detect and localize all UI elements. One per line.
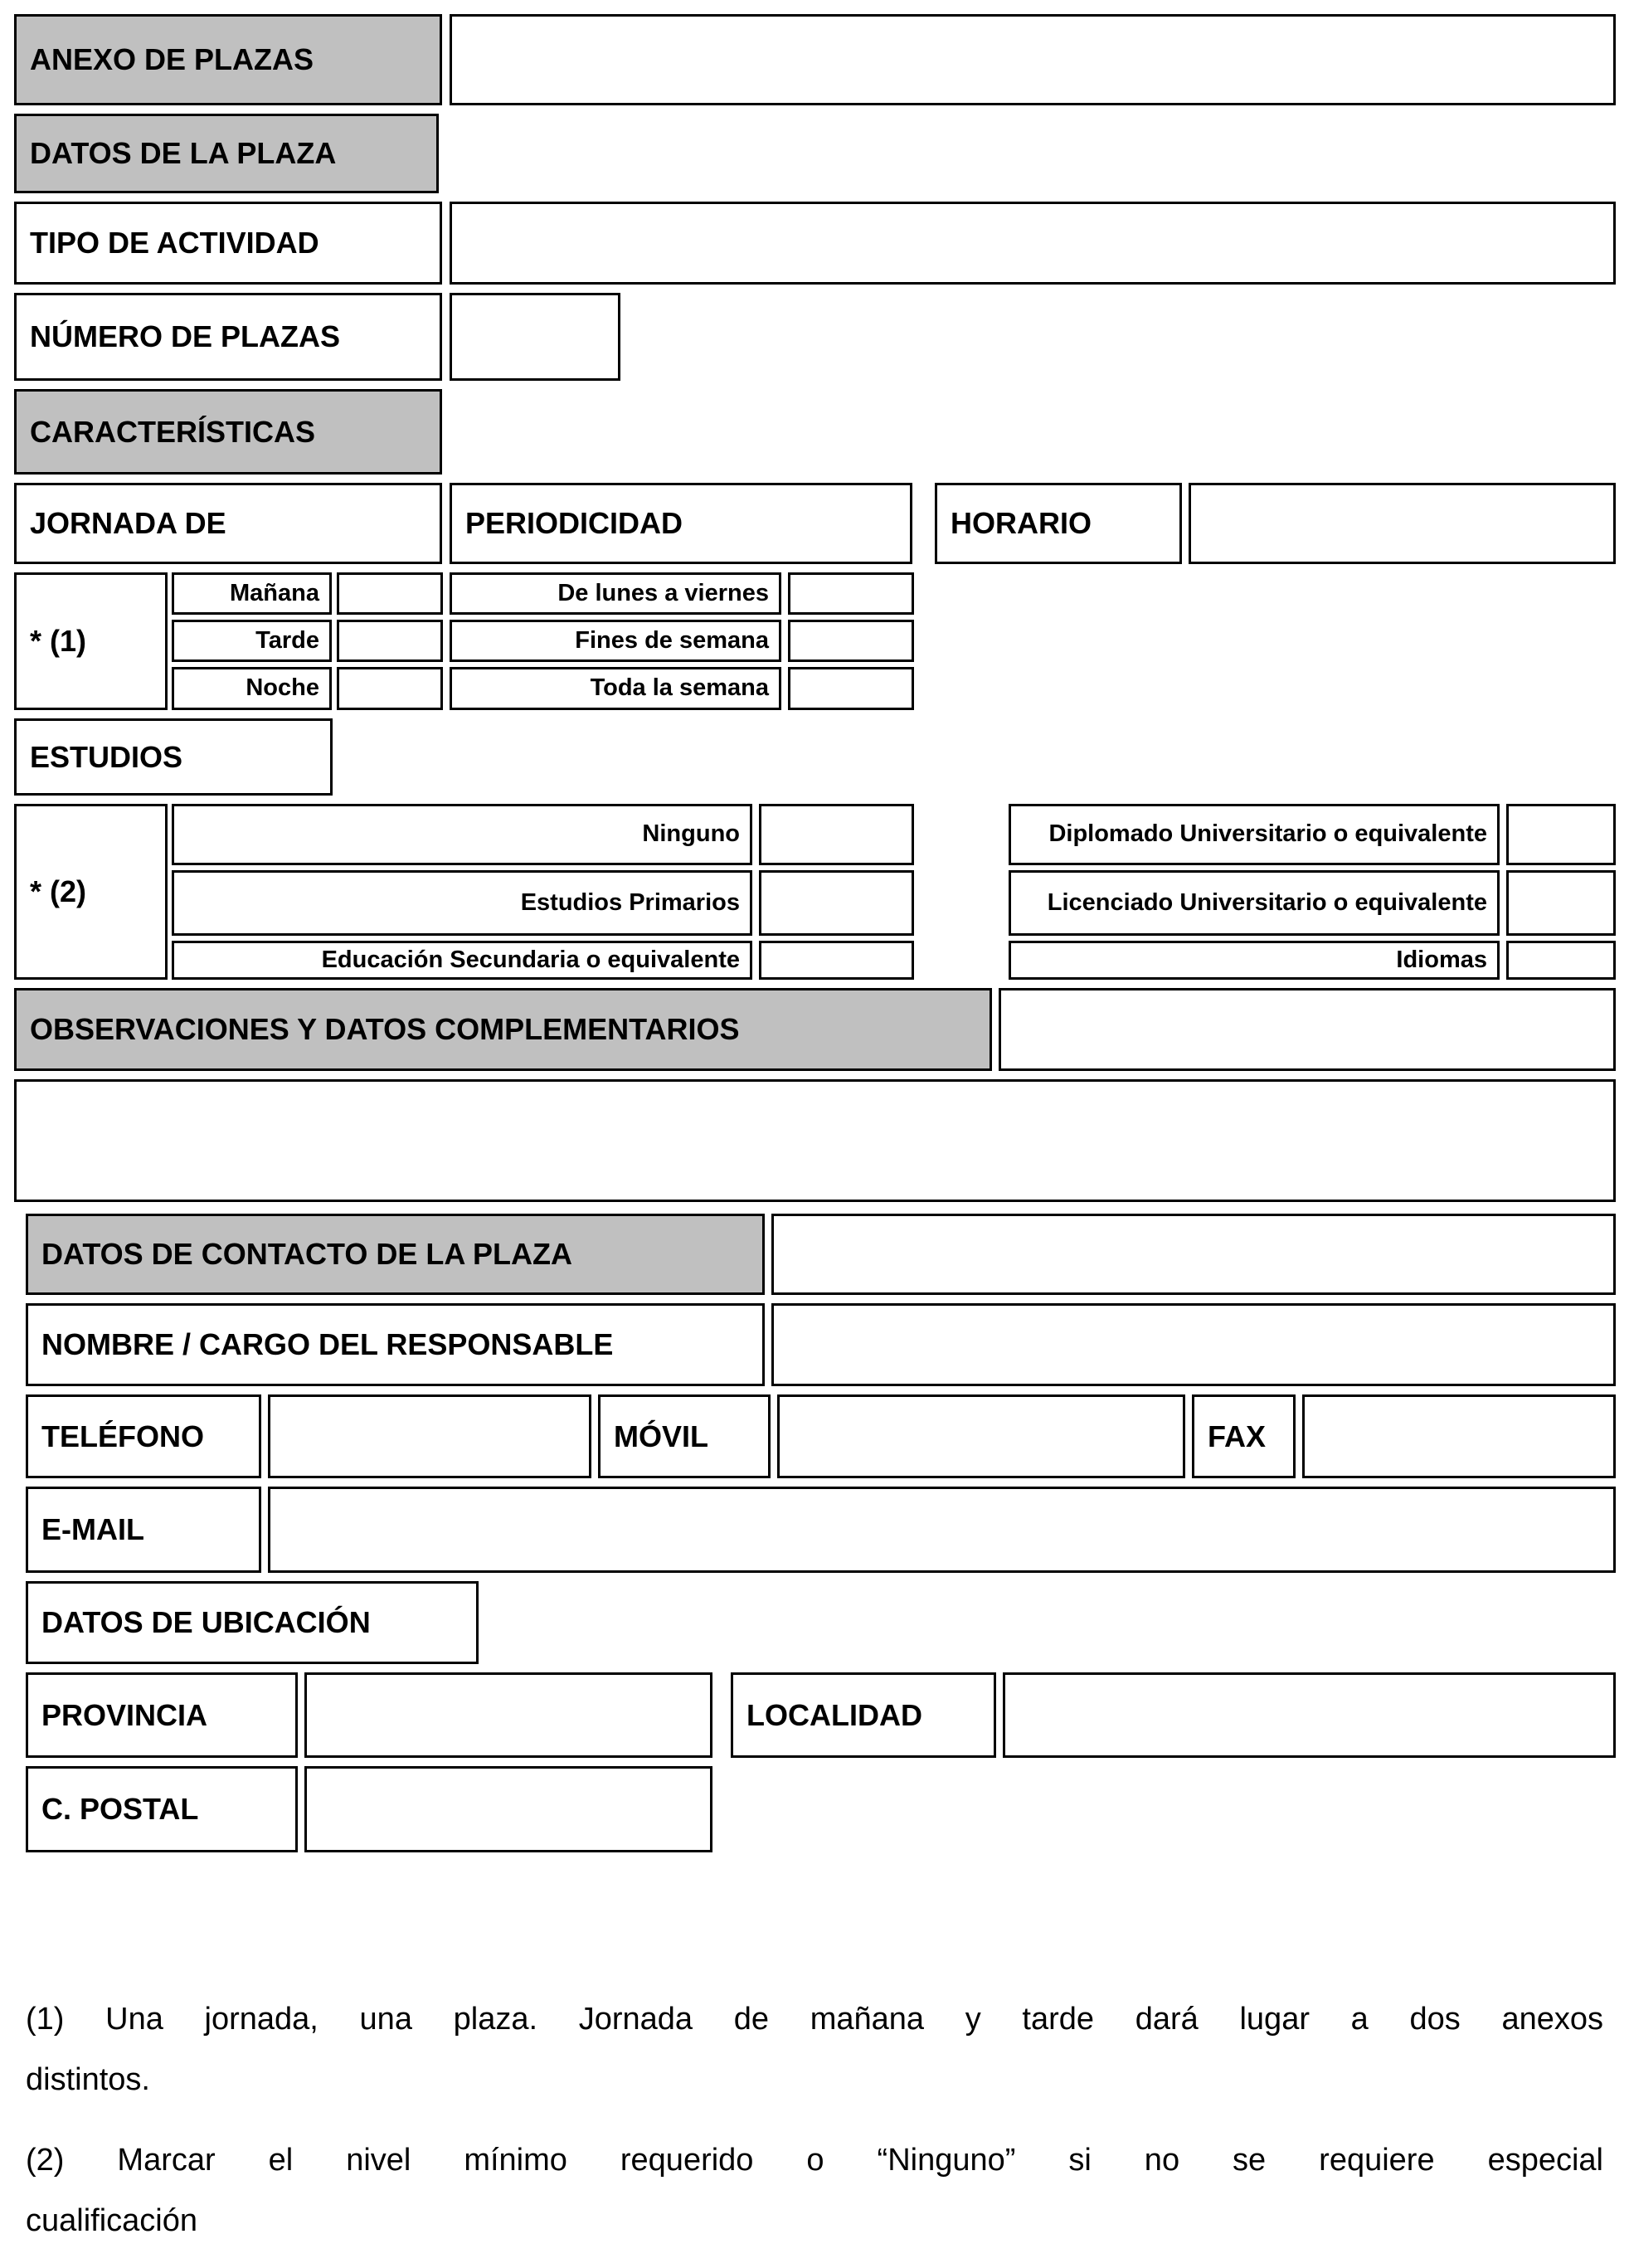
jornada-de-label: JORNADA DE (14, 483, 442, 564)
observaciones-side-field[interactable] (999, 988, 1616, 1071)
anexo-plazas-field[interactable] (450, 14, 1616, 105)
toda-semana-label: Toda la semana (450, 667, 781, 710)
horario-label: HORARIO (935, 483, 1182, 564)
fines-semana-checkbox-cell[interactable] (788, 620, 914, 662)
movil-label: MÓVIL (598, 1394, 771, 1478)
provincia-field[interactable] (304, 1672, 712, 1758)
c-postal-field[interactable] (304, 1766, 712, 1852)
section-datos-contacto: DATOS DE CONTACTO DE LA PLAZA (26, 1214, 765, 1295)
estudios-primarios-checkbox-cell[interactable] (759, 870, 914, 936)
fax-label: FAX (1192, 1394, 1296, 1478)
tipo-actividad-field[interactable] (450, 202, 1616, 285)
footnote-2 (26, 2130, 1603, 2251)
movil-field[interactable] (777, 1394, 1185, 1478)
manana-label: Mañana (172, 572, 332, 615)
footnote-1-line-2: distintos. (26, 2062, 150, 2097)
toda-semana-checkbox-cell[interactable] (788, 667, 914, 710)
educacion-secundaria-checkbox-cell[interactable] (759, 941, 914, 980)
section-observaciones: OBSERVACIONES Y DATOS COMPLEMENTARIOS (14, 988, 992, 1071)
manana-checkbox-cell[interactable] (337, 572, 443, 615)
lunes-viernes-label: De lunes a viernes (450, 572, 781, 615)
footnote-2-line-2: cualificación (26, 2203, 197, 2238)
idiomas-label: Idiomas (1009, 941, 1500, 980)
periodicidad-label: PERIODICIDAD (450, 483, 912, 564)
email-label: E-MAIL (26, 1487, 261, 1573)
telefono-field[interactable] (268, 1394, 591, 1478)
idiomas-checkbox-cell[interactable] (1506, 941, 1616, 980)
educacion-secundaria-label: Educación Secundaria o equivalente (172, 941, 752, 980)
fines-semana-label: Fines de semana (450, 620, 781, 662)
ninguno-label: Ninguno (172, 804, 752, 865)
nombre-cargo-label: NOMBRE / CARGO DEL RESPONSABLE (26, 1303, 765, 1386)
tipo-actividad-label: TIPO DE ACTIVIDAD (14, 202, 442, 285)
diplomado-checkbox-cell[interactable] (1506, 804, 1616, 865)
form-title: ANEXO DE PLAZAS (14, 14, 442, 105)
c-postal-label: C. POSTAL (26, 1766, 298, 1852)
section-datos-de-la-plaza: DATOS DE LA PLAZA (14, 114, 439, 193)
tarde-checkbox-cell[interactable] (337, 620, 443, 662)
section-caracteristicas: CARACTERÍSTICAS (14, 389, 442, 475)
footnote-2-line-1: (2) Marcar el nivel mínimo requerido o “Ninguno” si no se requiere especial (26, 2143, 1603, 2178)
footnote-ref-1: * (1) (14, 572, 168, 710)
ninguno-checkbox-cell[interactable] (759, 804, 914, 865)
provincia-label: PROVINCIA (26, 1672, 298, 1758)
diplomado-label: Diplomado Universitario o equivalente (1009, 804, 1500, 865)
horario-field[interactable] (1189, 483, 1616, 564)
estudios-primarios-label: Estudios Primarios (172, 870, 752, 936)
licenciado-label: Licenciado Universitario o equivalente (1009, 870, 1500, 936)
lunes-viernes-checkbox-cell[interactable] (788, 572, 914, 615)
licenciado-checkbox-cell[interactable] (1506, 870, 1616, 936)
footnote-ref-2: * (2) (14, 804, 168, 980)
noche-checkbox-cell[interactable] (337, 667, 443, 710)
footnote-1 (26, 1989, 1603, 2110)
observaciones-text-field[interactable] (14, 1079, 1616, 1202)
footnote-1-line-1: (1) Una jornada, una plaza. Jornada de mañana y tarde dará lugar a dos anexos (26, 2002, 1603, 2037)
email-field[interactable] (268, 1487, 1616, 1573)
localidad-field[interactable] (1003, 1672, 1616, 1758)
telefono-label: TELÉFONO (26, 1394, 261, 1478)
contacto-side-field[interactable] (771, 1214, 1616, 1295)
numero-plazas-field[interactable] (450, 293, 620, 381)
fax-field[interactable] (1302, 1394, 1616, 1478)
section-datos-ubicacion: DATOS DE UBICACIÓN (26, 1581, 479, 1664)
noche-label: Noche (172, 667, 332, 710)
estudios-label: ESTUDIOS (14, 718, 333, 796)
tarde-label: Tarde (172, 620, 332, 662)
footnotes (26, 1989, 1603, 2268)
nombre-cargo-field[interactable] (771, 1303, 1616, 1386)
localidad-label: LOCALIDAD (731, 1672, 996, 1758)
numero-plazas-label: NÚMERO DE PLAZAS (14, 293, 442, 381)
